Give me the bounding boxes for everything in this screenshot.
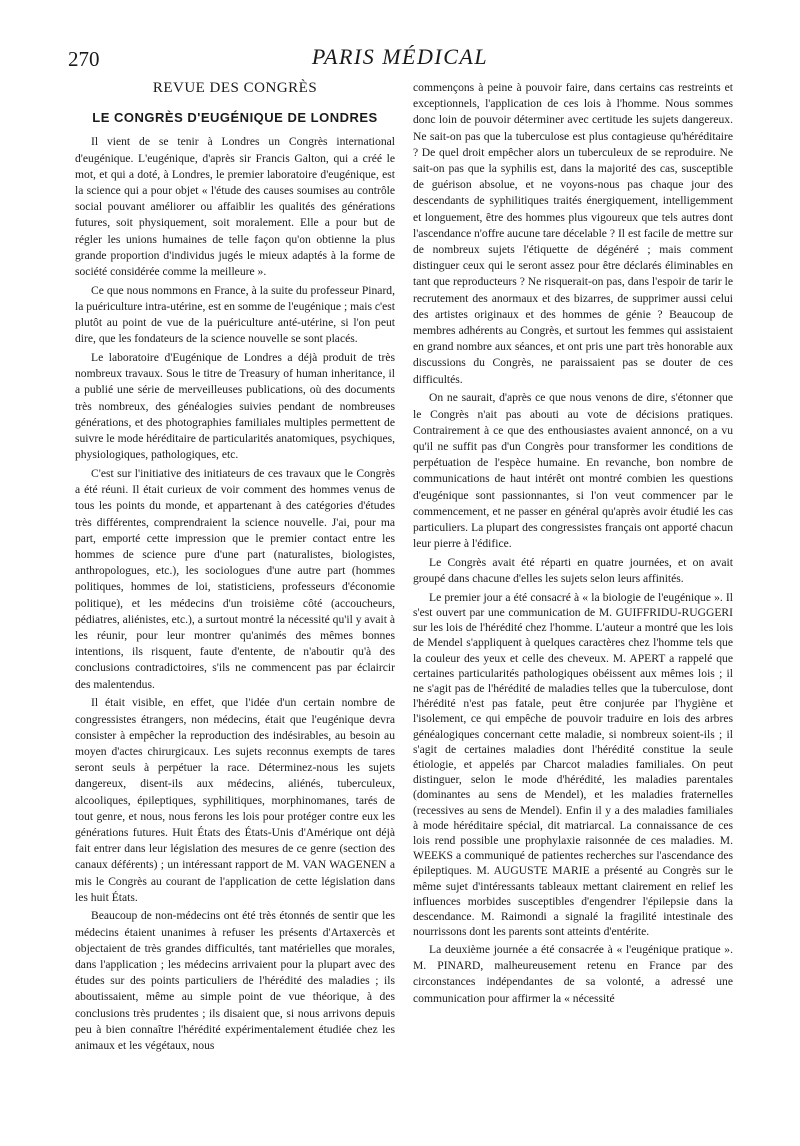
- paragraph: C'est sur l'initiative des initiateurs de ces travaux que le Congrès a été réuni. Il était curieux de voir comment des hommes venus de tous les points du monde, et appartenant à des catégories d'études très différentes, comprendraient la science nouvelle. J'ai, pour ma part, emporté cette impression que le premier contact entre les hommes de science pure d'une part (naturalistes, biologistes, anthropologues, etc.), les sociologues d'une autre part (hommes politiques, hommes de loi, statisticiens, professeurs d'économie politique), et les médecins d'un troisième côté (accoucheurs, pédiatres, aliénistes, etc.), a surtout montré la nécessité qu'il y avait à les réunir, pour leur montrer qu'animés des mêmes bonnes intentions, ils risquent, faute d'entente, de n'aboutir qu'à des conclusions contradictoires, s'ils ne commencent pas par éclaircir des malentendus.: [75, 466, 395, 691]
- paragraph: Ce que nous nommons en France, à la suite du professeur Pinard, la puériculture intra-utérine, est en somme de l'eugénique ; mais c'est plutôt au point de vue de la puériculture anté-utérine, si l'on peut dire, que les fondateurs de la science nouvelle se sont placés.: [75, 283, 395, 346]
- paragraph: La deuxième journée a été consacrée à « l'eugénique pratique ». M. PINARD, malheureusement retenu en France par des circonstances indépendantes de sa volonté, a adressé une communication pour affirmer la « nécessité: [413, 942, 733, 1005]
- page-number: 270: [68, 47, 100, 71]
- right-column: [413, 80, 733, 1009]
- paragraph: On ne saurait, d'après ce que nous venons de dire, s'étonner que le Congrès n'ait pas abouti au vote de décisions pratiques. Contrairement à ce que des enthousiastes avaient annoncé, on a vu qu'il ne suffit pas d'un Congrès pour transformer les conditions de perpétuation de l'espèce humaine. En revanche, bon nombre de communications de haut intérêt ont montré combien les questions d'eugénique sont passionnantes, si l'on veut commencer par le commencement, et ne passer en général qu'après avoir étudié les cas particuliers. La plupart des congressistes français ont apporté chacun leur pierre à l'édifice.: [413, 391, 733, 551]
- paragraph: Il était visible, en effet, que l'idée d'un certain nombre de congressistes étrangers, non médecins, était que l'eugénique devra consister à empêcher la reproduction des indésirables, au besoin au moyen d'actes chirurgicaux. Les sujets reconnus exempts de tares seront seuls à perpétuer la race. Déterminez-nous les sujets dangereux, disent-ils aux médecins, aliénés, tuberculeux, alcooliques, épileptiques, syphilitiques, morphinomanes, tarés de tout genre, et nous, nous ferons les lois pour protéger contre eux les générations futures. Huit États des États-Unis d'Amérique ont déjà fait entrer dans leur législation des mesures de ce genre (section des canaux déférents) ; un intéressant rapport de M. VAN WAGENEN a mis le Congrès au courant de l'application de cette législation dans les huit États.: [75, 696, 395, 904]
- paragraph: Il vient de se tenir à Londres un Congrès international d'eugénique. L'eugénique, d'après sir Francis Galton, qui a créé le mot, et qui a doté, à Londres, le premier laboratoire d'eugénique, est la science qui a pour objet « l'étude des causes soumises au contrôle social pouvant améliorer ou affaiblir les qualités des générations futures, soit physiquement, soit moralement. Elle a pour but de régler les unions humaines de telle façon qu'on obtienne la plus grande proportion d'individus jugés le mieux adaptés à la forme de société considérée comme la meilleure ».: [75, 135, 395, 279]
- section-title: REVUE DES CONGRÈS: [152, 80, 318, 96]
- left-column: [75, 80, 395, 1057]
- paragraph: Le premier jour a été consacré à « la biologie de l'eugénique ». Il s'est ouvert par une communication de M. GUIFFRIDU-RUGGERI sur les lois de l'hérédité chez l'homme. L'auteur a montré que les lois de Mendel s'appliquent à quelques caractères chez l'homme tels que la couleur des yeux et celle des cheveux. M. APERT a rappelé que certaines particularités pathologiques obéissent aux mêmes lois ; il ne s'agit pas de l'hérédité de maladies telles que la tuberculose, dont l'hérédité n'est pas fatale, peut être conjurée par l'hygiène et l'isolement, ce qui empêche de pouvoir traduire en lois des arbres généalogiques concernant cette maladie, si nombreux soient-ils ; il s'agit de certaines maladies dont l'hérédité constitue la seule étiologie, et appelés par Charcot maladies familiales. On peut distinguer, selon le mode d'hérédité, les maladies parentales (dominantes au sens de Mendel), et les maladies fraternelles (recessives au sens de Mendel). Enfin il y a des maladies familiales à mode héréditaire spécial, dit matriarcal. La connaissance de ces lois rend possible une prophylaxie raisonnée de ces maladies. M. WEEKS a communiqué de patientes recherches sur l'ascendance des épileptiques. M. AUGUSTE MARIE a présenté au Congrès sur le même sujet d'intéressants tableaux mettant clairement en relief les influences morbides susceptibles d'engendrer l'épilepsie dans la descendance. M. Raimondi a signalé la fragilité intestinale des nourrissons dont les parents sont atteints d'entérite.: [413, 590, 733, 939]
- paragraph: Beaucoup de non-médecins ont été très étonnés de sentir que les médecins étaient unanimes à refuser les présents d'Artaxercès et objectaient de très grandes difficultés, tant matérielles que morales, dans l'application ; les médecins arrivaient pour la plupart avec des études sur des points particuliers de l'hérédité des maladies ; ils aboutissaient, même au simple point de vue théorique, à des conclusions très prudentes ; ils disaient que, si nous arrivons depuis peu à bien connaître l'hérédité expérimentalement étudiée chez les animaux et les végétaux, nous: [75, 909, 395, 1053]
- running-title: PARIS MÉDICAL: [311, 44, 489, 69]
- paragraph: Le laboratoire d'Eugénique de Londres a déjà produit de très nombreux travaux. Sous le titre de Treasury of human inheritance, il a publié une série de merveilleuses publications, où des documents très nombreux, des généalogies suivies pendant de nombreuses générations, et des photographies familiales multiples permettent de suivre le mode héréditaire de particularités anatomiques, psychiques, physiologiques, pathologiques, etc.: [75, 351, 395, 462]
- paragraph: Le Congrès avait été réparti en quatre journées, et on avait groupé dans chacune d'elles les sujets selon leurs affinités.: [413, 555, 733, 586]
- paragraph: commençons à peine à pouvoir faire, dans certains cas restreints et exceptionnels, l'application de ces lois à l'homme. Nous sommes donc loin de pouvoir déterminer avec certitude les sujets dangereux. Ne sait-on pas que la tuberculose est plus contagieuse qu'héréditaire ? De quel droit empêcher alors un tuberculeux de se reproduire. Ne sait-on pas que la syphilis est, dans la majorité des cas, susceptible de guérison absolue, et ne voyons-nous pas chaque jour des descendants de syphilitiques traités énergiquement, intelligemment et longuement, être des hommes plus vigoureux que tels autres dont l'ascendance n'offre aucune tare décelable ? Il est facile de mettre sur de nombreux sujets l'étiquette de dégénéré ; mais comment distinguer ceux qui le seront assez pour être déclarés éliminables en tant que reproducteurs ? Ne risquerait-on pas, dans l'espoir de tarir le recrutement des anormaux et des bizarres, de supprimer aussi celui des artistes originaux et des hommes de génie ? Beaucoup de membres adhérents au Congrès, et surtout les femmes qui assistaient en grand nombre aux séances, et ont pris une part très honorable aux discussions du Congrès, ne paraissaient pas se douter de ces difficultés.: [413, 81, 733, 386]
- article-title: LE CONGRÈS D'EUGÉNIQUE DE LONDRES: [92, 110, 378, 126]
